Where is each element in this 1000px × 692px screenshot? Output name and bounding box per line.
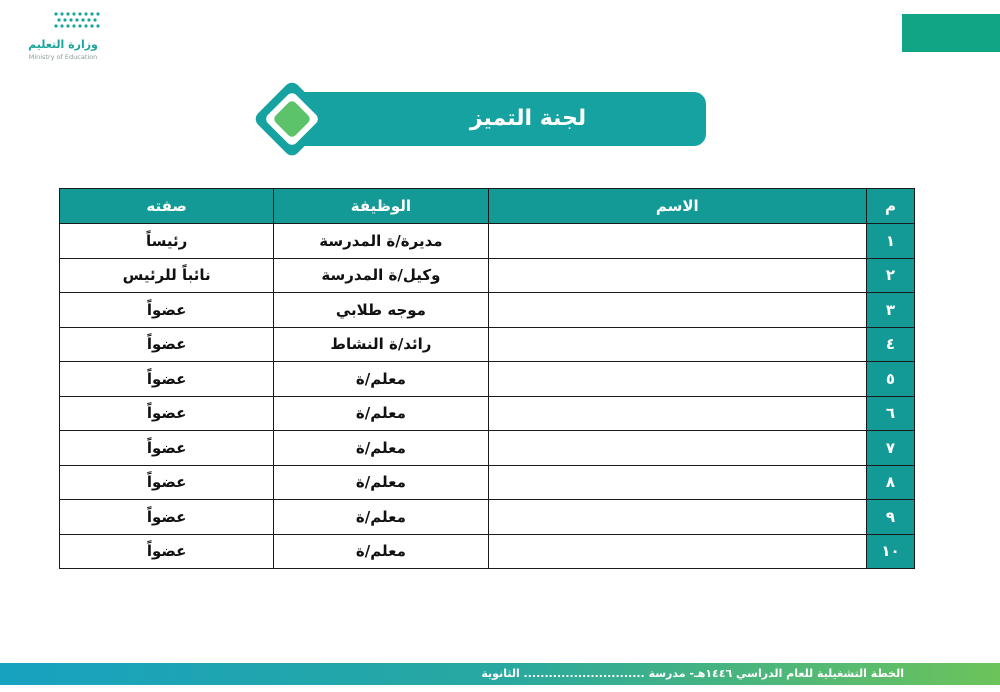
table-row	[60, 362, 915, 397]
row-number: ٥	[866, 362, 914, 397]
page-title: لجنة التميز	[469, 106, 587, 131]
row-name-cell[interactable]	[488, 293, 866, 328]
table-row	[60, 431, 915, 466]
table-row	[60, 534, 915, 569]
row-name-cell[interactable]	[488, 465, 866, 500]
row-job-cell: وكيل/ة المدرسة	[274, 258, 488, 293]
row-job-cell: رائد/ة النشاط	[274, 327, 488, 362]
ministry-logo	[18, 8, 108, 64]
row-number: ٧	[866, 431, 914, 466]
row-role-cell: رئيساً	[60, 224, 274, 259]
row-name-cell[interactable]	[488, 431, 866, 466]
footer-bar	[0, 663, 1000, 685]
table-row	[60, 500, 915, 535]
header-job: الوظيفة	[274, 189, 488, 224]
row-name-cell[interactable]	[488, 362, 866, 397]
row-number: ٦	[866, 396, 914, 431]
row-job-cell: مديرة/ة المدرسة	[274, 224, 488, 259]
row-name-cell[interactable]	[488, 534, 866, 569]
row-job-cell: معلم/ة	[274, 362, 488, 397]
row-job-cell: موجه طلابي	[274, 293, 488, 328]
row-number: ١٠	[866, 534, 914, 569]
row-job-cell: معلم/ة	[274, 534, 488, 569]
row-name-cell[interactable]	[488, 500, 866, 535]
title-bar	[300, 92, 706, 146]
row-name-cell[interactable]	[488, 258, 866, 293]
row-number: ١	[866, 224, 914, 259]
top-right-accent-bar	[902, 14, 1000, 52]
table-header-row	[60, 189, 915, 224]
row-job-cell: معلم/ة	[274, 465, 488, 500]
logo-english-text: Ministry of Education	[28, 53, 98, 61]
table-row	[60, 396, 915, 431]
table-row	[60, 327, 915, 362]
row-role-cell: عضواً	[60, 293, 274, 328]
row-job-cell: معلم/ة	[274, 500, 488, 535]
row-role-cell: عضواً	[60, 362, 274, 397]
row-number: ٢	[866, 258, 914, 293]
logo-arabic-text: وزارة التعليم	[28, 38, 98, 51]
row-number: ٩	[866, 500, 914, 535]
row-name-cell[interactable]	[488, 396, 866, 431]
header-num: م	[866, 189, 914, 224]
table-row	[60, 224, 915, 259]
row-number: ٤	[866, 327, 914, 362]
table-row	[60, 258, 915, 293]
title-banner	[262, 78, 708, 160]
header-name: الاسم	[488, 189, 866, 224]
row-name-cell[interactable]	[488, 224, 866, 259]
row-role-cell: عضواً	[60, 534, 274, 569]
row-role-cell: عضواً	[60, 327, 274, 362]
row-role-cell: عضواً	[60, 396, 274, 431]
row-role-cell: عضواً	[60, 465, 274, 500]
row-name-cell[interactable]	[488, 327, 866, 362]
row-role-cell: عضواً	[60, 500, 274, 535]
logo-dots-icon	[52, 10, 104, 32]
committee-table	[59, 188, 915, 569]
row-number: ٨	[866, 465, 914, 500]
row-role-cell: نائباً للرئيس	[60, 258, 274, 293]
table-row	[60, 465, 915, 500]
row-number: ٣	[866, 293, 914, 328]
row-job-cell: معلم/ة	[274, 396, 488, 431]
row-job-cell: معلم/ة	[274, 431, 488, 466]
table-row	[60, 293, 915, 328]
footer-text: الخطة التشغيلية للعام الدراسي ١٤٤٦هـ- مدرسة ............................. الثانوية	[481, 667, 904, 680]
row-role-cell: عضواً	[60, 431, 274, 466]
header-role: صفته	[60, 189, 274, 224]
